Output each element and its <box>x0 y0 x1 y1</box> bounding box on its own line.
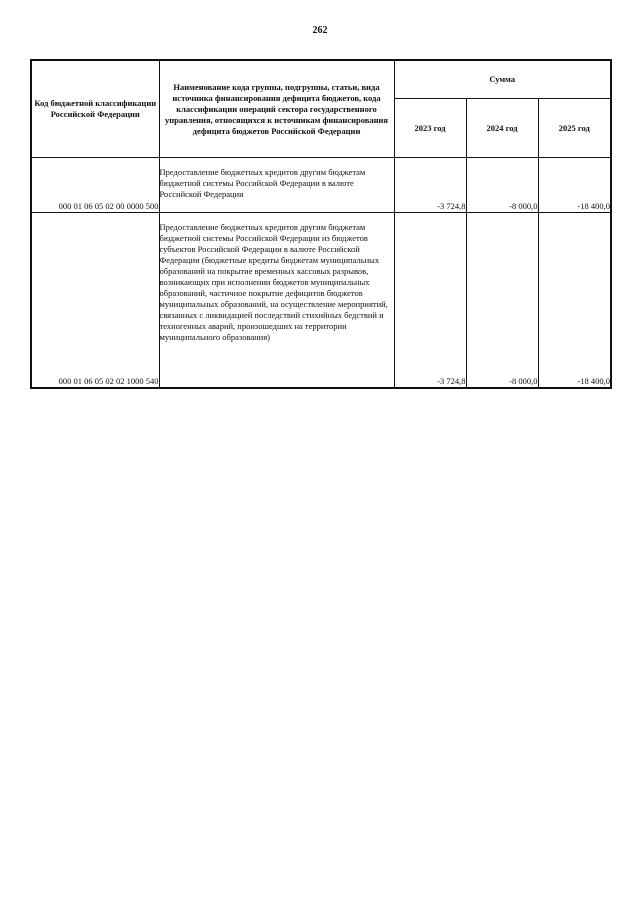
header-year-2025: 2025 год <box>538 99 611 158</box>
header-code-column: Код бюджетной классификации Российской Федерации <box>31 60 159 158</box>
table-row <box>31 213 611 389</box>
row-value-2023: -3 724,8 <box>394 158 466 213</box>
row-value-2024: -8 000,0 <box>466 158 538 213</box>
row-name: Предоставление бюджетных кредитов другим бюджетам бюджетной системы Российской Федерации в валюте Российской Федерации <box>159 158 394 213</box>
header-year-2023: 2023 год <box>394 99 466 158</box>
row-code: 000 01 06 05 02 02 1000 540 <box>31 213 159 389</box>
row-value-2023: -3 724,8 <box>394 213 466 389</box>
header-name-column: Наименование кода группы, подгруппы, статьи, вида источника финансирования дефицита бюджетов, кода классификации операций сектора государственного управления, относящихся к источникам финансирования дефицита бюджетов Российской Федерации <box>159 60 394 158</box>
row-value-2024: -8 000,0 <box>466 213 538 389</box>
header-sum-column: Сумма <box>394 60 611 99</box>
table-row <box>31 158 611 213</box>
row-code: 000 01 06 05 02 00 0000 500 <box>31 158 159 213</box>
row-value-2025: -18 400,0 <box>538 213 611 389</box>
row-value-2025: -18 400,0 <box>538 158 611 213</box>
budget-sources-table <box>30 59 612 389</box>
header-year-2024: 2024 год <box>466 99 538 158</box>
table-header-row <box>31 60 611 99</box>
page-number: 262 <box>312 25 328 36</box>
row-name: Предоставление бюджетных кредитов другим бюджетам бюджетной системы Российской Федерации из бюджетов субъектов Российской Федерации в валюте Российской Федерации (бюджетные кредиты бюджетам муниципальных образований на покрытие временных кассовых разрывов, возникающих при исполнении бюджетов муниципальных образований, частичное покрытие дефицитов бюджетов муниципальных образований, на осуществление мероприятий, связанных с ликвидацией последствий стихийных бедствий и техногенных аварий, произошедших на территории муниципального образования) <box>159 213 394 389</box>
